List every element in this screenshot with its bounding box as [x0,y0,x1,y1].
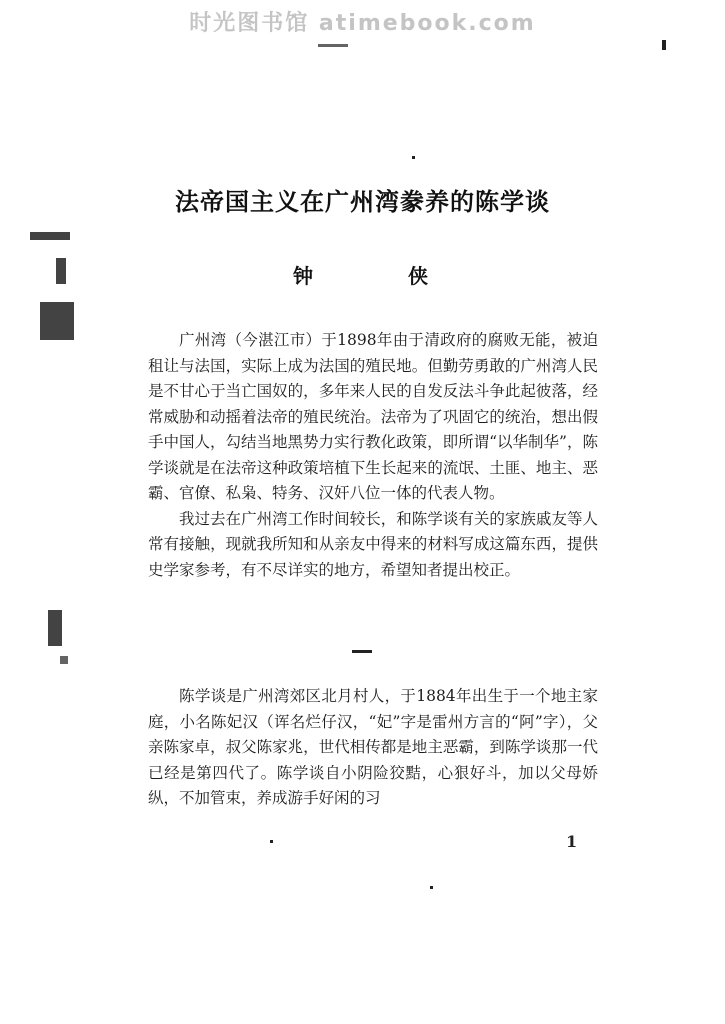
scan-speck [270,840,273,843]
section-one-text [148,684,598,812]
scan-speck [60,656,68,664]
paragraph: 广州湾（今湛江市）于1898年由于清政府的腐败无能，被迫租让与法国，实际上成为法国的殖民地。但勤劳勇敢的广州湾人民是不甘心于当亡国奴的，多年来人民的自发反法斗争此起彼落，经常威胁和动摇着法帝的殖民统治。法帝为了巩固它的统治，想出假手中国人，勾结当地黑势力实行教化政策，即所谓“以华制华”，陈学谈就是在法帝这种政策培植下生长起来的流氓、土匪、地主、恶霸、官僚、私枭、特务、汉奸八位一体的代表人物。 [148,331,598,502]
watermark: 时光图书馆 atimebook.com [189,11,536,36]
binding-shadow [30,232,70,240]
binding-shadow [40,302,74,340]
scan-speck [430,886,433,889]
paragraph: 陈学谈是广州湾郊区北月村人，于1884年出生于一个地主家庭，小名陈妃汉（诨名烂仔汉，“妃”字是雷州方言的“阿”字），父亲陈家卓，叔父陈家兆，世代相传都是地主恶霸，到陈学谈那一代已经是第四代了。陈学谈自小阴险狡黠，心狠好斗，加以父母娇纵，不加管束，养成游手好闲的习 [148,687,598,807]
article-title: 法帝国主义在广州湾豢养的陈学谈 [175,188,550,216]
intro-text [148,328,598,583]
paragraph: 我过去在广州湾工作时间较长，和陈学谈有关的家族戚友等人常有接触，现就我所知和从亲友中得来的材料写成这篇东西，提供史学家参考，有不尽详实的地方，希望知者提出校正。 [148,509,598,579]
binding-shadow [48,610,62,646]
page-number: 1 [566,832,578,851]
scan-speck [662,40,666,50]
section-number-one [352,650,372,653]
scan-speck [318,44,348,47]
scan-speck [412,156,415,159]
author-name: 钟 侠 [293,264,472,288]
